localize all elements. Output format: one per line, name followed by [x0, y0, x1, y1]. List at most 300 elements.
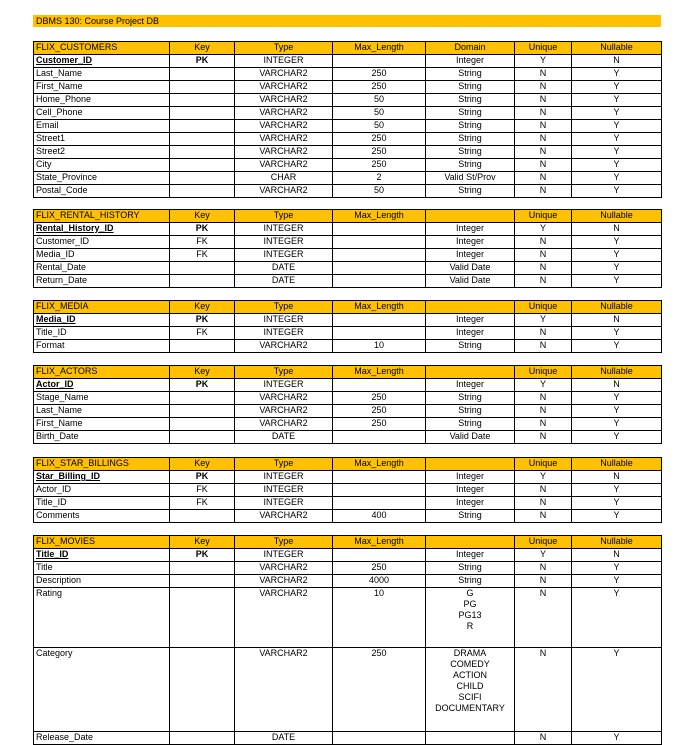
unique-cell: N	[515, 484, 572, 497]
unique-cell: N	[515, 431, 572, 444]
key-cell	[170, 81, 235, 94]
domain-cell: String	[426, 340, 515, 353]
nullable-cell: Y	[572, 340, 662, 353]
unique-cell: N	[515, 575, 572, 588]
column-header: Unique	[515, 42, 572, 55]
column-header: Key	[170, 301, 235, 314]
nullable-cell: Y	[572, 588, 662, 648]
nullable-cell: Y	[572, 159, 662, 172]
nullable-cell: Y	[572, 107, 662, 120]
max-length-cell: 50	[333, 94, 426, 107]
type-cell: VARCHAR2	[235, 575, 333, 588]
unique-cell: N	[515, 392, 572, 405]
type-cell: VARCHAR2	[235, 648, 333, 732]
field-name: Street1	[34, 133, 170, 146]
table-row	[34, 327, 662, 340]
domain-cell: Integer	[426, 314, 515, 327]
document-title: DBMS 130: Course Project DB	[33, 15, 661, 27]
max-length-cell: 250	[333, 81, 426, 94]
domain-cell: String	[426, 562, 515, 575]
type-cell: VARCHAR2	[235, 68, 333, 81]
unique-cell: N	[515, 120, 572, 133]
table-row	[34, 340, 662, 353]
column-header: Domain	[426, 42, 515, 55]
column-header: Type	[235, 42, 333, 55]
unique-cell: N	[515, 275, 572, 288]
domain-value: ACTION	[452, 670, 487, 680]
table-name: FLIX_ACTORS	[34, 366, 170, 379]
domain-cell: String	[426, 185, 515, 198]
key-cell: FK	[170, 497, 235, 510]
key-cell	[170, 107, 235, 120]
unique-cell: N	[515, 327, 572, 340]
column-header: Max_Length	[333, 366, 426, 379]
unique-cell: N	[515, 405, 572, 418]
domain-value: G	[466, 588, 474, 598]
domain-cell: Integer	[426, 223, 515, 236]
field-name: Cell_Phone	[34, 107, 170, 120]
key-cell	[170, 340, 235, 353]
column-header: Nullable	[572, 42, 662, 55]
field-name: Star_Billing_ID	[34, 471, 170, 484]
table-row	[34, 575, 662, 588]
column-header: Max_Length	[333, 42, 426, 55]
domain-cell: String	[426, 120, 515, 133]
type-cell: INTEGER	[235, 223, 333, 236]
domain-value: SCIFI	[458, 692, 482, 702]
nullable-cell: N	[572, 379, 662, 392]
domain-cell: Valid St/Prov	[426, 172, 515, 185]
domain-cell: String	[426, 159, 515, 172]
table-row	[34, 133, 662, 146]
table-flix-actors	[33, 365, 662, 444]
key-cell	[170, 185, 235, 198]
unique-cell: N	[515, 648, 572, 732]
table-row	[34, 497, 662, 510]
table-row	[34, 562, 662, 575]
domain-cell: String	[426, 68, 515, 81]
key-cell	[170, 575, 235, 588]
field-name: Rating	[34, 588, 170, 648]
field-name: Home_Phone	[34, 94, 170, 107]
domain-cell: String	[426, 392, 515, 405]
nullable-cell: Y	[572, 484, 662, 497]
field-name: Rental_History_ID	[34, 223, 170, 236]
domain-cell	[426, 732, 515, 745]
max-length-cell	[333, 314, 426, 327]
domain-cell: String	[426, 94, 515, 107]
type-cell: INTEGER	[235, 249, 333, 262]
key-cell	[170, 431, 235, 444]
column-header: Type	[235, 536, 333, 549]
domain-cell: Integer	[426, 484, 515, 497]
unique-cell: N	[515, 185, 572, 198]
nullable-cell: N	[572, 549, 662, 562]
type-cell: VARCHAR2	[235, 146, 333, 159]
table-flix-star-billings	[33, 457, 662, 523]
table-name: FLIX_MOVIES	[34, 536, 170, 549]
max-length-cell: 250	[333, 562, 426, 575]
unique-cell: Y	[515, 223, 572, 236]
column-header: Nullable	[572, 366, 662, 379]
nullable-cell: Y	[572, 327, 662, 340]
table-header-row	[34, 366, 662, 379]
unique-cell: Y	[515, 379, 572, 392]
column-header: Type	[235, 210, 333, 223]
type-cell: VARCHAR2	[235, 405, 333, 418]
unique-cell: N	[515, 236, 572, 249]
type-cell: INTEGER	[235, 471, 333, 484]
domain-cell: Valid Date	[426, 262, 515, 275]
table-row	[34, 314, 662, 327]
domain-value: PG13	[458, 610, 482, 620]
type-cell: INTEGER	[235, 236, 333, 249]
table-row	[34, 55, 662, 68]
domain-value: COMEDY	[450, 659, 490, 669]
nullable-cell: Y	[572, 68, 662, 81]
domain-cell: String	[426, 418, 515, 431]
type-cell: DATE	[235, 431, 333, 444]
column-header: Unique	[515, 210, 572, 223]
key-cell	[170, 275, 235, 288]
field-name: Media_ID	[34, 249, 170, 262]
column-header	[426, 366, 515, 379]
max-length-cell	[333, 431, 426, 444]
nullable-cell: N	[572, 314, 662, 327]
column-header: Max_Length	[333, 536, 426, 549]
nullable-cell: Y	[572, 431, 662, 444]
key-cell	[170, 418, 235, 431]
key-cell	[170, 562, 235, 575]
table-row	[34, 107, 662, 120]
field-name: Title_ID	[34, 497, 170, 510]
domain-cell: Valid Date	[426, 431, 515, 444]
column-header: Unique	[515, 536, 572, 549]
max-length-cell: 2	[333, 172, 426, 185]
table-row	[34, 648, 662, 732]
nullable-cell: Y	[572, 405, 662, 418]
key-cell	[170, 262, 235, 275]
field-name: Street2	[34, 146, 170, 159]
type-cell: INTEGER	[235, 314, 333, 327]
column-header: Key	[170, 536, 235, 549]
table-row	[34, 379, 662, 392]
column-header: Unique	[515, 458, 572, 471]
domain-cell: Valid Date	[426, 275, 515, 288]
max-length-cell	[333, 471, 426, 484]
nullable-cell: Y	[572, 732, 662, 745]
field-name: Last_Name	[34, 405, 170, 418]
table-header-row	[34, 210, 662, 223]
field-name: Last_Name	[34, 68, 170, 81]
field-name: Email	[34, 120, 170, 133]
table-row	[34, 236, 662, 249]
field-name: Release_Date	[34, 732, 170, 745]
key-cell: FK	[170, 327, 235, 340]
unique-cell: Y	[515, 314, 572, 327]
domain-cell: Integer	[426, 236, 515, 249]
key-cell: PK	[170, 471, 235, 484]
max-length-cell: 250	[333, 418, 426, 431]
nullable-cell: Y	[572, 262, 662, 275]
unique-cell: N	[515, 81, 572, 94]
column-header: Key	[170, 210, 235, 223]
field-name: Customer_ID	[34, 55, 170, 68]
column-header: Type	[235, 458, 333, 471]
type-cell: INTEGER	[235, 379, 333, 392]
max-length-cell	[333, 236, 426, 249]
nullable-cell: Y	[572, 172, 662, 185]
table-row	[34, 588, 662, 648]
table-row	[34, 68, 662, 81]
table-row	[34, 120, 662, 133]
table-row	[34, 418, 662, 431]
column-header: Key	[170, 42, 235, 55]
domain-cell	[426, 648, 515, 732]
type-cell: DATE	[235, 732, 333, 745]
nullable-cell: Y	[572, 562, 662, 575]
column-header: Nullable	[572, 458, 662, 471]
type-cell: INTEGER	[235, 327, 333, 340]
max-length-cell	[333, 223, 426, 236]
domain-value: PG	[463, 599, 477, 609]
unique-cell: N	[515, 588, 572, 648]
max-length-cell: 250	[333, 392, 426, 405]
domain-value: R	[466, 621, 474, 631]
table-row	[34, 249, 662, 262]
column-header: Max_Length	[333, 301, 426, 314]
domain-cell: Integer	[426, 497, 515, 510]
unique-cell: Y	[515, 549, 572, 562]
key-cell: FK	[170, 484, 235, 497]
domain-cell: Integer	[426, 249, 515, 262]
field-name: Return_Date	[34, 275, 170, 288]
max-length-cell: 10	[333, 588, 426, 648]
max-length-cell: 50	[333, 120, 426, 133]
table-header-row	[34, 301, 662, 314]
nullable-cell: Y	[572, 133, 662, 146]
table-row	[34, 431, 662, 444]
type-cell: VARCHAR2	[235, 81, 333, 94]
field-name: Stage_Name	[34, 392, 170, 405]
table-row	[34, 510, 662, 523]
max-length-cell: 250	[333, 648, 426, 732]
domain-cell: Integer	[426, 471, 515, 484]
type-cell: VARCHAR2	[235, 120, 333, 133]
type-cell: VARCHAR2	[235, 159, 333, 172]
key-cell	[170, 648, 235, 732]
max-length-cell: 4000	[333, 575, 426, 588]
field-name: First_Name	[34, 81, 170, 94]
key-cell	[170, 510, 235, 523]
table-name: FLIX_MEDIA	[34, 301, 170, 314]
field-name: Actor_ID	[34, 484, 170, 497]
type-cell: DATE	[235, 262, 333, 275]
column-header	[426, 210, 515, 223]
key-cell: PK	[170, 379, 235, 392]
type-cell: VARCHAR2	[235, 94, 333, 107]
nullable-cell: N	[572, 223, 662, 236]
domain-cell: String	[426, 107, 515, 120]
table-flix-rental-history	[33, 209, 662, 288]
column-header	[426, 458, 515, 471]
type-cell: VARCHAR2	[235, 133, 333, 146]
table-row	[34, 392, 662, 405]
table-name: FLIX_RENTAL_HISTORY	[34, 210, 170, 223]
type-cell: CHAR	[235, 172, 333, 185]
key-cell: PK	[170, 223, 235, 236]
field-name: Format	[34, 340, 170, 353]
field-name: Rental_Date	[34, 262, 170, 275]
column-header: Nullable	[572, 301, 662, 314]
nullable-cell: Y	[572, 575, 662, 588]
type-cell: VARCHAR2	[235, 588, 333, 648]
unique-cell: N	[515, 262, 572, 275]
table-header-row	[34, 458, 662, 471]
column-header: Unique	[515, 366, 572, 379]
table-row	[34, 549, 662, 562]
table-row	[34, 159, 662, 172]
domain-cell: Integer	[426, 549, 515, 562]
key-cell	[170, 172, 235, 185]
domain-value: DOCUMENTARY	[435, 703, 505, 713]
key-cell	[170, 146, 235, 159]
domain-cell: Integer	[426, 327, 515, 340]
field-name: Title_ID	[34, 549, 170, 562]
max-length-cell	[333, 275, 426, 288]
unique-cell: Y	[515, 55, 572, 68]
type-cell: VARCHAR2	[235, 418, 333, 431]
max-length-cell	[333, 732, 426, 745]
field-name: First_Name	[34, 418, 170, 431]
table-row	[34, 223, 662, 236]
nullable-cell: Y	[572, 497, 662, 510]
table-row	[34, 172, 662, 185]
key-cell	[170, 732, 235, 745]
column-header: Max_Length	[333, 458, 426, 471]
nullable-cell: Y	[572, 146, 662, 159]
key-cell	[170, 94, 235, 107]
type-cell: INTEGER	[235, 55, 333, 68]
key-cell	[170, 68, 235, 81]
field-name: Comments	[34, 510, 170, 523]
nullable-cell: Y	[572, 81, 662, 94]
field-name: Actor_ID	[34, 379, 170, 392]
key-cell	[170, 405, 235, 418]
max-length-cell: 250	[333, 146, 426, 159]
type-cell: VARCHAR2	[235, 185, 333, 198]
nullable-cell: Y	[572, 648, 662, 732]
max-length-cell: 400	[333, 510, 426, 523]
table-row	[34, 262, 662, 275]
max-length-cell: 250	[333, 133, 426, 146]
column-header: Nullable	[572, 210, 662, 223]
max-length-cell	[333, 484, 426, 497]
unique-cell: N	[515, 510, 572, 523]
nullable-cell: N	[572, 471, 662, 484]
field-name: Media_ID	[34, 314, 170, 327]
nullable-cell: Y	[572, 392, 662, 405]
unique-cell: N	[515, 146, 572, 159]
max-length-cell	[333, 327, 426, 340]
unique-cell: N	[515, 340, 572, 353]
table-row	[34, 146, 662, 159]
nullable-cell: Y	[572, 236, 662, 249]
column-header	[426, 536, 515, 549]
column-header	[426, 301, 515, 314]
key-cell	[170, 588, 235, 648]
column-header: Unique	[515, 301, 572, 314]
domain-cell: String	[426, 133, 515, 146]
domain-cell: Integer	[426, 55, 515, 68]
unique-cell: N	[515, 172, 572, 185]
unique-cell: N	[515, 249, 572, 262]
column-header: Max_Length	[333, 210, 426, 223]
type-cell: VARCHAR2	[235, 392, 333, 405]
type-cell: DATE	[235, 275, 333, 288]
nullable-cell: Y	[572, 418, 662, 431]
max-length-cell	[333, 497, 426, 510]
table-header-row	[34, 536, 662, 549]
unique-cell: Y	[515, 471, 572, 484]
domain-cell: Integer	[426, 379, 515, 392]
key-cell	[170, 120, 235, 133]
max-length-cell	[333, 249, 426, 262]
domain-value: CHILD	[456, 681, 484, 691]
table-header-row	[34, 42, 662, 55]
type-cell: INTEGER	[235, 549, 333, 562]
table-row	[34, 732, 662, 745]
unique-cell: N	[515, 107, 572, 120]
column-header: Type	[235, 301, 333, 314]
type-cell: VARCHAR2	[235, 510, 333, 523]
domain-cell: String	[426, 146, 515, 159]
nullable-cell: Y	[572, 94, 662, 107]
table-flix-movies	[33, 535, 662, 745]
key-cell: FK	[170, 236, 235, 249]
nullable-cell: Y	[572, 185, 662, 198]
type-cell: VARCHAR2	[235, 340, 333, 353]
max-length-cell	[333, 549, 426, 562]
field-name: Postal_Code	[34, 185, 170, 198]
key-cell: PK	[170, 55, 235, 68]
max-length-cell	[333, 379, 426, 392]
nullable-cell: N	[572, 55, 662, 68]
column-header: Key	[170, 366, 235, 379]
max-length-cell	[333, 55, 426, 68]
domain-cell: String	[426, 405, 515, 418]
field-name: Birth_Date	[34, 431, 170, 444]
unique-cell: N	[515, 68, 572, 81]
field-name: Customer_ID	[34, 236, 170, 249]
max-length-cell	[333, 262, 426, 275]
unique-cell: N	[515, 133, 572, 146]
type-cell: INTEGER	[235, 497, 333, 510]
table-row	[34, 405, 662, 418]
table-row	[34, 94, 662, 107]
domain-cell: String	[426, 575, 515, 588]
unique-cell: N	[515, 418, 572, 431]
domain-cell: String	[426, 510, 515, 523]
column-header: Nullable	[572, 536, 662, 549]
domain-cell: String	[426, 81, 515, 94]
nullable-cell: Y	[572, 249, 662, 262]
unique-cell: N	[515, 159, 572, 172]
domain-value: DRAMA	[453, 648, 487, 658]
column-header: Type	[235, 366, 333, 379]
field-name: Title_ID	[34, 327, 170, 340]
max-length-cell: 50	[333, 107, 426, 120]
